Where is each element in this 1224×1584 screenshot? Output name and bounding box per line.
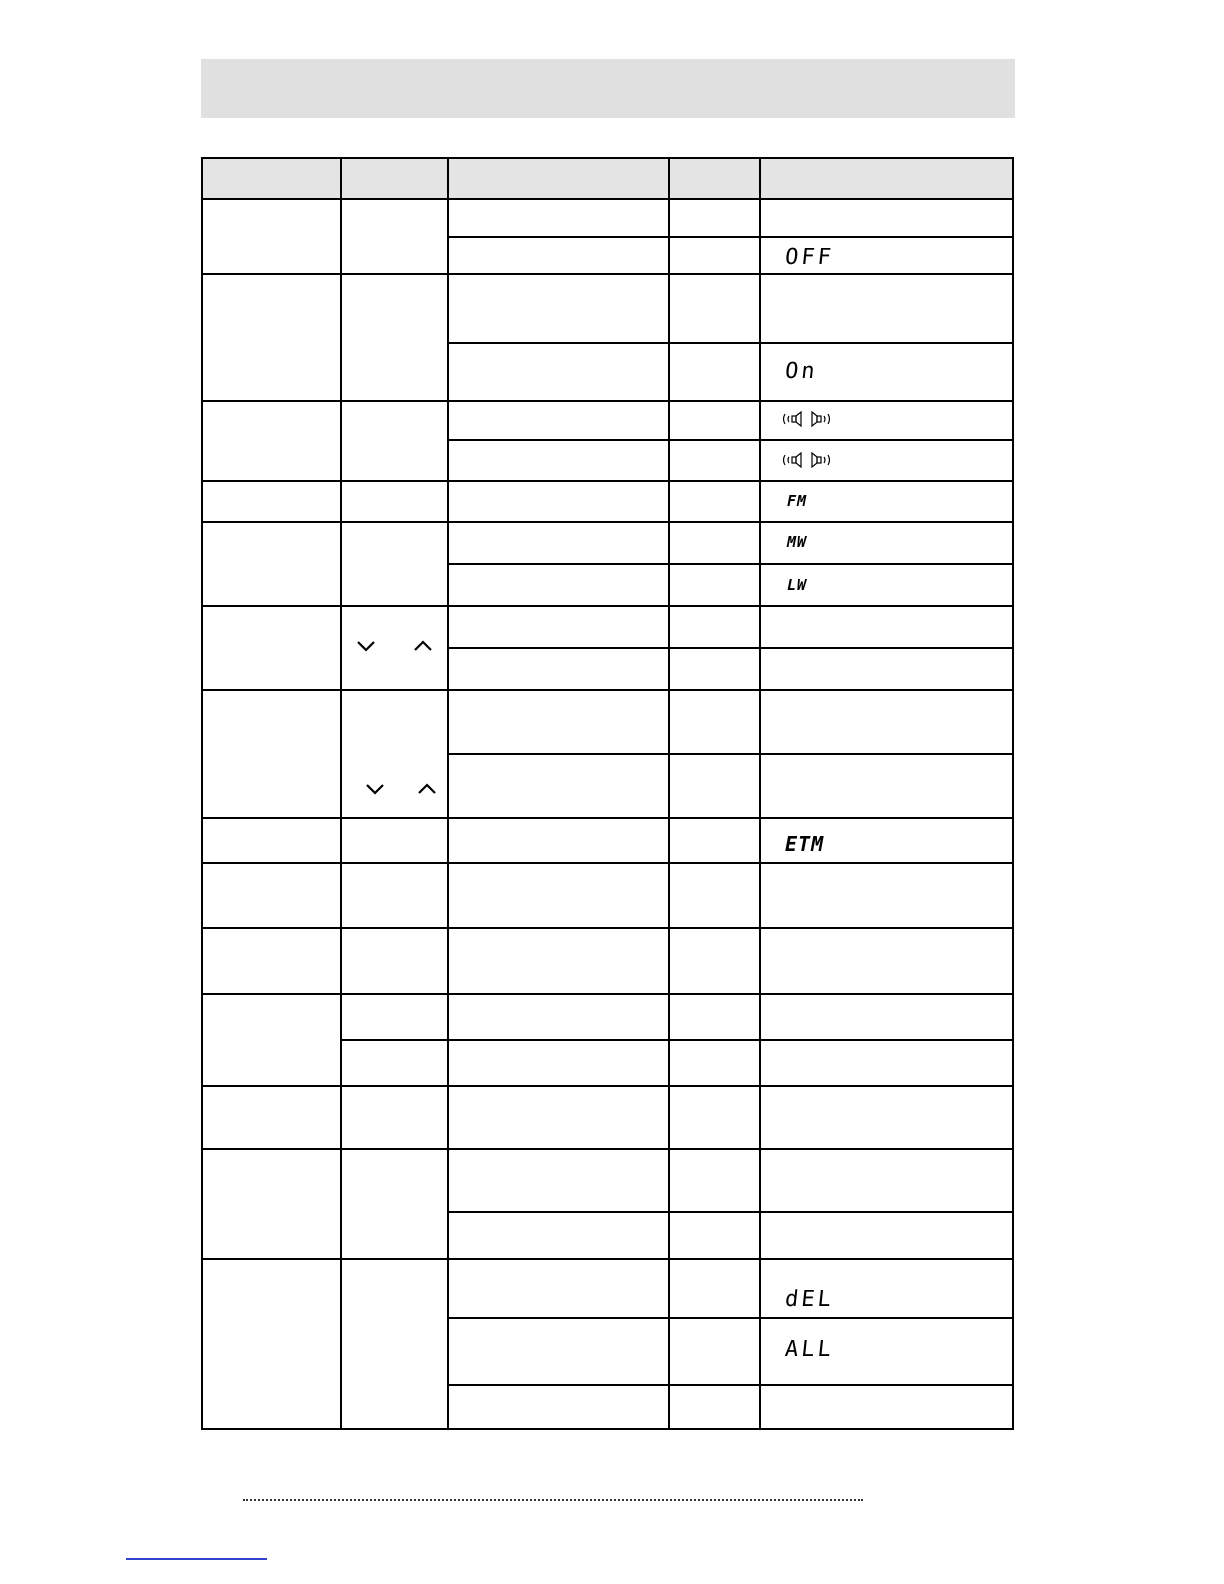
chevron-up-icon: [416, 781, 438, 797]
row-divider: [203, 521, 1014, 523]
row-divider: [203, 400, 1014, 402]
col-divider-2: [447, 159, 449, 1430]
row-divider: [203, 1148, 1014, 1150]
col-divider-3: [668, 159, 670, 1430]
page-header-bar: [201, 59, 1015, 118]
display-etm: ETM: [785, 832, 825, 856]
row-divider: [203, 927, 1014, 929]
sub-row-divider: [447, 753, 1014, 755]
footer-link-underline: [126, 1558, 267, 1560]
display-all: ALL: [783, 1337, 836, 1362]
sub-row-divider: [447, 342, 1014, 344]
row-divider: [203, 1085, 1014, 1087]
row-divider: [203, 605, 1014, 607]
row-divider: [203, 862, 1014, 864]
header-divider: [203, 198, 1014, 200]
function-table: [201, 157, 1014, 1430]
sub-row-divider: [447, 236, 1014, 238]
chevron-down-icon: [355, 638, 377, 654]
display-on: On: [783, 359, 819, 384]
sub-row-divider: [447, 1211, 1014, 1213]
sub-row-divider: [447, 647, 1014, 649]
row-divider: [203, 689, 1014, 691]
display-lw: LW: [787, 576, 808, 594]
chevron-up-icon: [412, 638, 434, 654]
row-divider: [203, 993, 1014, 995]
display-fm: FM: [787, 492, 808, 510]
chevron-down-icon: [364, 781, 386, 797]
speaker-sound-icon: [781, 409, 841, 429]
sub-row-divider: [447, 1317, 1014, 1319]
col-divider-1: [340, 159, 342, 1430]
display-off: OFF: [783, 245, 836, 270]
row-divider: [203, 1258, 1014, 1260]
row-divider: [203, 480, 1014, 482]
sub-row-divider: [447, 1384, 1014, 1386]
display-mw: MW: [787, 533, 808, 551]
sub-row-divider: [447, 439, 1014, 441]
sub-row-divider: [340, 1039, 1014, 1041]
speaker-sound-icon: [781, 450, 841, 470]
row-divider: [203, 273, 1014, 275]
display-del: dEL: [783, 1287, 836, 1312]
row-divider: [203, 817, 1014, 819]
sub-row-divider: [447, 563, 1014, 565]
footer-dotted-rule: [243, 1499, 863, 1501]
table-header-row: [203, 159, 1012, 199]
col-divider-4: [759, 159, 761, 1430]
